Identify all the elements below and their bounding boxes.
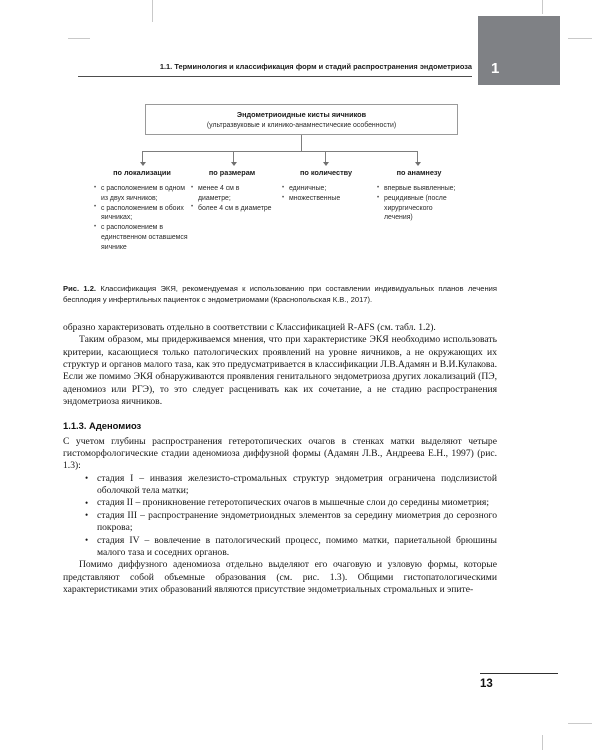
- list-item: • более 4 см в диаметре: [191, 204, 273, 214]
- crop-mark-top-left-horizontal: [68, 38, 90, 39]
- paragraph-adenomyosis-intro: С учетом глубины распространения гетеротопических очагов в стенках матки выделяют четыре гистоморфологические стадии аденомиоза диффузной формы (Адамян Л.В., Андреева Е.Н., 1997) (рис. 1.3):: [63, 435, 497, 472]
- list-item: • стадия I – инвазия железисто-стромальных структур эндометрия ограничена подслизистой оболочкой тела матки;: [81, 473, 497, 498]
- list-item: • множественные: [282, 194, 370, 204]
- list-item: • с расположением в одном из двух яичников;: [94, 184, 190, 203]
- list-item: • рецидивные (после хирургического лечения): [377, 194, 461, 223]
- paragraph-continuation: образно характеризовать отдельно в соответствии с Классификацией R-AFS (см. табл. 1.2).: [63, 322, 436, 333]
- diagram-bus-connector: [142, 151, 417, 152]
- paragraph-conclusion: Таким образом, мы придерживаемся мнения, что при характеристике ЭКЯ необходимо использовать критерии, касающиеся только патологических проявлений на уровне яичников, а не окружающих их структур и органов малого таза, как это предусматривается в классификации Л.В.Адамян и В.И.Кулакова. Если же помимо ЭКЯ обнаруживаются проявления генитального эндометриоза других локализаций (ПЭ, аденомиоз или РГЭ), то это следует расценивать как их сочетание, а не стадию распространения эндометриоза яичников.: [63, 334, 497, 408]
- diagram-column-heading: по размерам: [208, 168, 256, 177]
- crop-mark-top-right-horizontal: [568, 38, 592, 39]
- folio-rule: [480, 673, 558, 674]
- body-text-column: [63, 322, 497, 596]
- diagram-column-anamnesis: [377, 168, 461, 223]
- diagram-stem-connector: [301, 135, 302, 151]
- diagram-column-heading: по анамнезу: [396, 168, 442, 177]
- running-head: 1.1. Терминология и классификация форм и стадий распространения эндометриоза: [159, 62, 472, 71]
- diagram-column-quantity: [282, 168, 370, 204]
- crop-mark-top-left-vertical: [152, 0, 153, 22]
- diagram-arrow-icon-4: [415, 162, 421, 166]
- list-item: • стадия IV – вовлечение в патологический процесс, помимо матки, париетальной брюшины малого таза и соседних органов.: [81, 535, 497, 560]
- list-item: • с расположением в единственном оставшемся яичнике: [94, 223, 190, 252]
- list-item: • с расположением в обоих яичниках;: [94, 204, 190, 223]
- section-heading-adenomyosis: 1.1.3. Аденомиоз: [63, 420, 142, 432]
- list-item: • впервые выявленные;: [377, 184, 461, 194]
- chapter-tab-number: 1: [491, 60, 500, 77]
- list-item: • единичные;: [282, 184, 370, 194]
- diagram-column-heading: по локализации: [113, 168, 171, 177]
- chapter-tab: [478, 16, 560, 85]
- crop-mark-bottom-right-horizontal: [568, 723, 592, 724]
- diagram-column-localization: [94, 168, 190, 253]
- crop-mark-bottom-right-vertical: [542, 735, 543, 750]
- figure-caption-label: Рис. 1.2.: [63, 284, 97, 293]
- diagram-root-title: Эндометриоидные кисты яичников: [236, 110, 367, 119]
- diagram-root-node: [145, 104, 458, 135]
- figure-caption: [63, 283, 497, 305]
- diagram-column-list: [377, 184, 461, 223]
- diagram-arrow-icon-2: [231, 162, 237, 166]
- diagram-column-list: [94, 184, 190, 252]
- diagram-column-list: [282, 184, 370, 204]
- page-number: 13: [480, 678, 493, 690]
- diagram-column-heading: по количеству: [299, 168, 353, 177]
- figure-caption-text: Классификация ЭКЯ, рекомендуемая к использованию при составлении индивидуальных планов лечения бесплодия у инфертильных пациенток с эндометриомами (Краснопольская К.В., 2017).: [63, 284, 497, 305]
- diagram-column-size: [191, 168, 273, 214]
- list-item: • менее 4 см в диаметре;: [191, 184, 273, 203]
- list-item: • стадия II – проникновение гетеротопических очагов в мышечные слои до середины миометрия;: [81, 497, 497, 509]
- list-item: • стадия III – распространение эндометриоидных элементов за середину миометрия до серозного покрова;: [81, 510, 497, 535]
- stage-list: [63, 473, 497, 559]
- crop-mark-top-right-vertical: [542, 0, 543, 14]
- figure-1-2-diagram: [60, 100, 512, 278]
- paragraph-focal-nodular: Помимо диффузного аденомиоза отдельно выделяют его очаговую и узловую формы, которые представляют собой объемные образования (см. рис. 1.3). Общими гистопатологическими характеристиками этих образований являются присутствие эндометриальных стромальных и эпите-: [63, 559, 497, 595]
- running-head-rule: [78, 76, 472, 77]
- diagram-arrow-icon-1: [140, 162, 146, 166]
- diagram-root-subtitle: (ультразвуковые и клинико-анамнестические особенности): [206, 122, 397, 129]
- diagram-column-list: [191, 184, 273, 213]
- diagram-arrow-icon-3: [323, 162, 329, 166]
